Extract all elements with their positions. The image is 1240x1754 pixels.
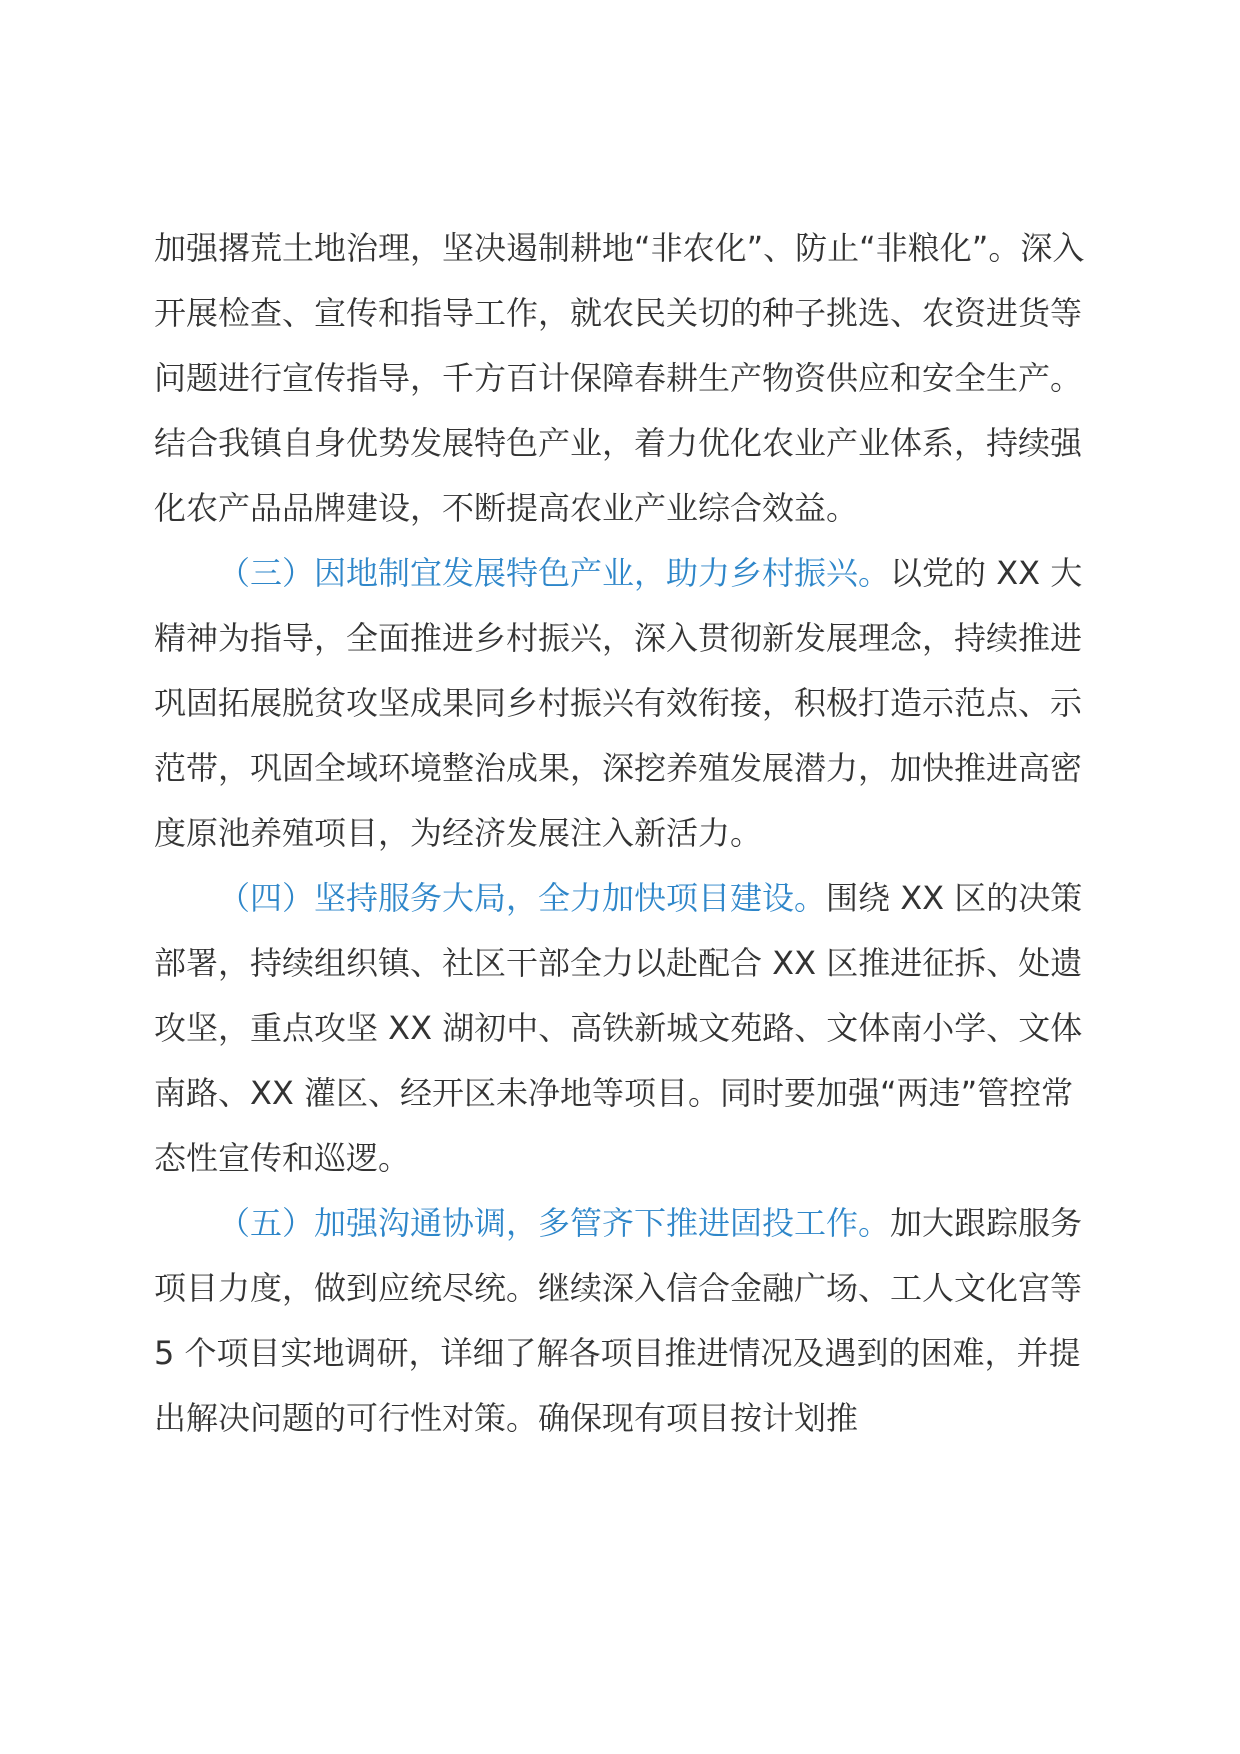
section-5-text: 加大跟踪服务项目力度，做到应统尽统。继续深入信合金融广场、工人文化宫等 5 个项目实地调研，详细了解各项目推进情况及遇到的困难，并提出解决问题的可行性对策。确保现有项目按计划推 <box>154 1204 1083 1437</box>
paragraph-continued <box>154 216 1090 541</box>
section-4-text: 围绕 XX 区的决策部署，持续组织镇、社区干部全力以赴配合 XX 区推进征拆、处遗攻坚，重点攻坚 XX 湖初中、高铁新城文苑路、文体南小学、文体南路、XX 灌区、经开区未净地等项目。同时要加强“两违”管控常态性宣传和巡逻。 <box>154 879 1083 1177</box>
paragraph-section-3 <box>154 541 1090 866</box>
paragraph-section-4 <box>154 866 1090 1191</box>
section-3-heading: （三）因地制宜发展特色产业，助力乡村振兴。 <box>218 554 891 592</box>
document-body <box>154 216 1090 1451</box>
paragraph-text: 加强撂荒土地治理，坚决遏制耕地“非农化”、防止“非粮化”。深入开展检查、宣传和指导工作，就农民关切的种子挑选、农资进货等问题进行宣传指导，千方百计保障春耕生产物资供应和安全生产。结合我镇自身优势发展特色产业，着力优化农业产业体系，持续强化农产品品牌建设，不断提高农业产业综合效益。 <box>154 229 1085 527</box>
section-5-heading: （五）加强沟通协调，多管齐下推进固投工作。 <box>218 1204 891 1242</box>
paragraph-section-5 <box>154 1191 1090 1451</box>
section-3-text: 以党的 XX 大精神为指导，全面推进乡村振兴，深入贯彻新发展理念，持续推进巩固拓展脱贫攻坚成果同乡村振兴有效衔接，积极打造示范点、示范带，巩固全域环境整治成果，深挖养殖发展潜力，加快推进高密度原池养殖项目，为经济发展注入新活力。 <box>154 554 1083 852</box>
section-4-heading: （四）坚持服务大局，全力加快项目建设。 <box>218 879 827 917</box>
